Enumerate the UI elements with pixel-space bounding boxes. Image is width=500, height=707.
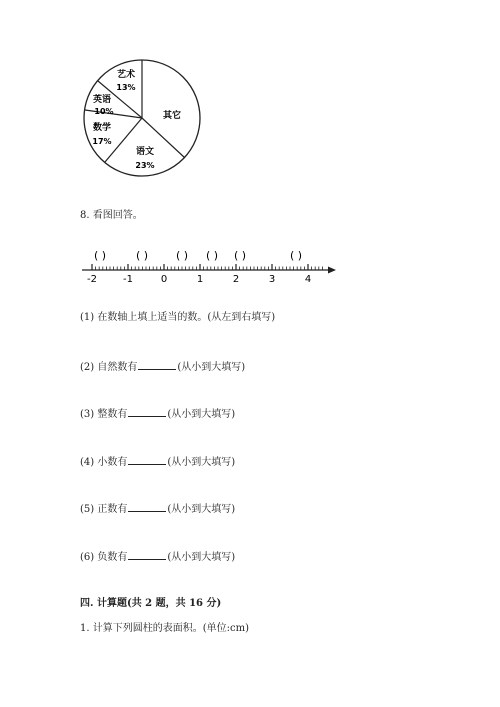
pie-label-chinese: 语文 (135, 147, 155, 157)
sub-question-text: 整数有 (97, 409, 128, 420)
sub-question-hint: (从小到大填写) (167, 409, 236, 420)
sub-question-text: 小数有 (97, 457, 128, 468)
number-line-blanks (94, 249, 302, 262)
number-line-blank[interactable]: ( ) (93, 249, 107, 262)
sub-question-1 (80, 312, 275, 324)
pie-pct-english: 10% (94, 107, 114, 116)
number-line-blank[interactable]: ( ) (135, 249, 149, 262)
sub-question-hint: (从小到大填写) (167, 504, 236, 515)
tick-label: -1 (123, 274, 133, 285)
answer-blank[interactable] (128, 550, 166, 560)
number-line-blank[interactable]: ( ) (175, 249, 189, 262)
sub-question-text: 自然数有 (97, 362, 138, 373)
number-line (74, 244, 344, 288)
number-line-labels (87, 274, 311, 285)
pie-label-english: 英语 (92, 95, 112, 105)
pie-label-art: 艺术 (116, 70, 136, 80)
pie-pct-art: 13% (116, 83, 136, 92)
tick-label: 0 (160, 274, 168, 285)
number-line-blank[interactable]: ( ) (289, 249, 303, 262)
sub-question-hint: (从小到大填写) (167, 457, 236, 468)
tick-label: 3 (268, 274, 276, 285)
sub-question-number: (5) (80, 504, 95, 515)
sub-question-2 (80, 360, 245, 374)
sub-question-5 (80, 502, 235, 516)
pie-pct-math: 17% (92, 137, 112, 146)
question-8-title: 8. 看图回答。 (80, 210, 143, 221)
sub-question-number: (6) (80, 552, 95, 563)
number-line-arrow (328, 267, 336, 274)
pie-label-math: 数学 (92, 123, 112, 133)
sub-question-6 (80, 550, 235, 564)
answer-blank[interactable] (128, 502, 166, 512)
tick-label: 1 (196, 274, 204, 285)
sub-question-number: (3) (80, 409, 95, 420)
sub-question-text: 正数有 (97, 504, 128, 515)
tick-label: -2 (87, 274, 97, 285)
sub-question-number: (2) (80, 362, 95, 373)
number-line-blank[interactable]: ( ) (205, 249, 219, 262)
sub-question-number: (1) (80, 312, 95, 323)
number-line-ticks (92, 264, 322, 270)
section-4-title: 四. 计算题(共 2 题，共 16 分) (80, 598, 222, 609)
sub-question-number: (4) (80, 457, 95, 468)
sub-question-hint: (从小到大填写) (167, 552, 236, 563)
tick-label: 4 (304, 274, 312, 285)
sub-question-4 (80, 455, 235, 469)
pie-pct-chinese: 23% (135, 161, 155, 170)
sub-question-text: 负数有 (97, 552, 128, 563)
number-line-blank[interactable]: ( ) (233, 249, 247, 262)
pie-label-other: 其它 (162, 111, 182, 121)
sub-question-hint: (从小到大填写) (177, 362, 246, 373)
answer-blank[interactable] (128, 407, 166, 417)
section-4-question-1: 1. 计算下列圆柱的表面积。(单位:cm) (80, 623, 249, 634)
tick-label: 2 (232, 274, 240, 285)
sub-question-3 (80, 407, 235, 421)
answer-blank[interactable] (128, 455, 166, 465)
pie-chart (82, 58, 202, 178)
answer-blank[interactable] (138, 360, 176, 370)
sub-question-text: 在数轴上填上适当的数。(从左到右填写) (97, 312, 276, 323)
